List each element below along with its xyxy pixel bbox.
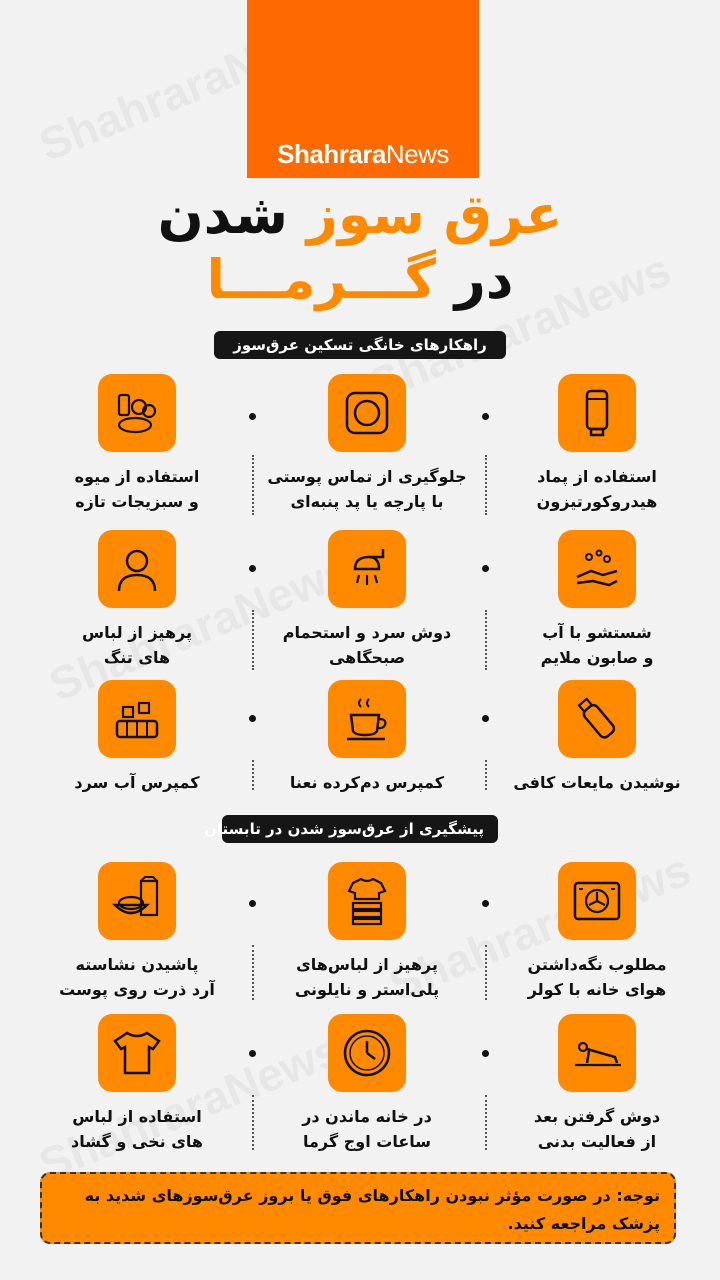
separator-line (252, 760, 254, 790)
page-title-line1: عرق سوز شدن (157, 183, 563, 246)
water-bottle-icon (558, 680, 636, 758)
separator-dot (249, 413, 256, 420)
remedy-label: کمپرس آب سرد (74, 773, 200, 792)
prevention-label: مطلوب نگه‌داشتن هوای خانه با کولر (527, 955, 667, 999)
cream-tube-icon (558, 374, 636, 452)
pushup-icon (558, 1014, 636, 1092)
fruits-vegetables-icon (98, 374, 176, 452)
separator-line (252, 610, 254, 670)
separator-line (252, 945, 254, 1000)
separator-dot (482, 715, 489, 722)
remedy-item (487, 530, 707, 670)
separator-dot (249, 1050, 256, 1057)
prevention-item (257, 862, 477, 1002)
remedy-label: استفاده از میوه و سبزیجات تازه (74, 467, 200, 511)
prevention-item (487, 862, 707, 1002)
separator-line (485, 1095, 487, 1150)
prevention-item (257, 1014, 477, 1154)
remedy-label: شستشو با آب و صابون ملایم (540, 623, 654, 667)
prevention-label: دوش گرفتن بعد از فعالیت بدنی (533, 1107, 661, 1151)
separator-dot (482, 565, 489, 572)
remedy-label: نوشیدن مایعات کافی (513, 773, 681, 792)
tshirt-icon (98, 1014, 176, 1092)
note-box (40, 1172, 676, 1244)
separator-line (485, 945, 487, 1000)
separator-dot (482, 900, 489, 907)
clock-icon (328, 1014, 406, 1092)
separator-dot (249, 715, 256, 722)
remedy-item (487, 680, 707, 795)
remedy-item (257, 374, 477, 514)
prevention-label: پاشیدن نشاسته آرد ذرت روی پوست (59, 955, 215, 999)
separator-dot (249, 900, 256, 907)
remedy-item (27, 374, 247, 514)
remedy-label: کمپرس دم‌کرده نعنا (289, 773, 445, 792)
ice-cubes-icon (98, 680, 176, 758)
separator-line (485, 760, 487, 790)
remedy-label: پرهیز از لباس های تنگ (82, 623, 192, 667)
prevention-label: پرهیز از لباس‌های پلی‌استر و نایلونی (294, 955, 440, 999)
note-lead: توجه: (616, 1186, 660, 1205)
clothes-stack-icon (328, 862, 406, 940)
prevention-item (27, 1014, 247, 1154)
corn-starch-icon (98, 862, 176, 940)
section-title-remedies: راهکارهای خانگی تسکین عرق‌سوز (214, 331, 506, 359)
remedy-item (27, 530, 247, 670)
remedy-label: جلوگیری از تماس پوستی با پارچه یا پد پنبه‌ای (267, 467, 467, 511)
remedy-item (257, 530, 477, 670)
brand-header (247, 0, 479, 178)
section-title-prevention: پیشگیری از عرق‌سوز شدن در تابستان (222, 815, 498, 843)
person-icon (98, 530, 176, 608)
page-title-line2: در گـــرمـــا (206, 248, 514, 311)
separator-dot (249, 565, 256, 572)
remedy-label: دوش سرد و استحمام صبحگاهی (282, 623, 452, 667)
hand-washing-icon (558, 530, 636, 608)
prevention-item (487, 1014, 707, 1154)
remedy-item (257, 680, 477, 795)
remedy-item (27, 680, 247, 795)
cloth-pad-icon (328, 374, 406, 452)
separator-dot (482, 1050, 489, 1057)
remedy-label: استفاده از پماد هیدروکورتیزون (536, 467, 658, 511)
separator-dot (482, 413, 489, 420)
separator-line (485, 610, 487, 670)
shower-icon (328, 530, 406, 608)
tea-cup-icon (328, 680, 406, 758)
note-text: در صورت مؤثر نبودن راهکارهای فوق یا بروز عرق‌سوزهای شدید به پزشک مراجعه کنید. (84, 1186, 660, 1233)
prevention-label: در خانه ماندن در ساعات اوج گرما (302, 1107, 432, 1151)
remedy-item (487, 374, 707, 514)
separator-line (252, 455, 254, 515)
prevention-label: استفاده از لباس های نخی و گشاد (71, 1107, 203, 1151)
separator-line (252, 1095, 254, 1150)
brand-logo: ShahraraNews (277, 139, 449, 169)
air-cooler-icon (558, 862, 636, 940)
separator-line (485, 455, 487, 515)
prevention-item (27, 862, 247, 1002)
